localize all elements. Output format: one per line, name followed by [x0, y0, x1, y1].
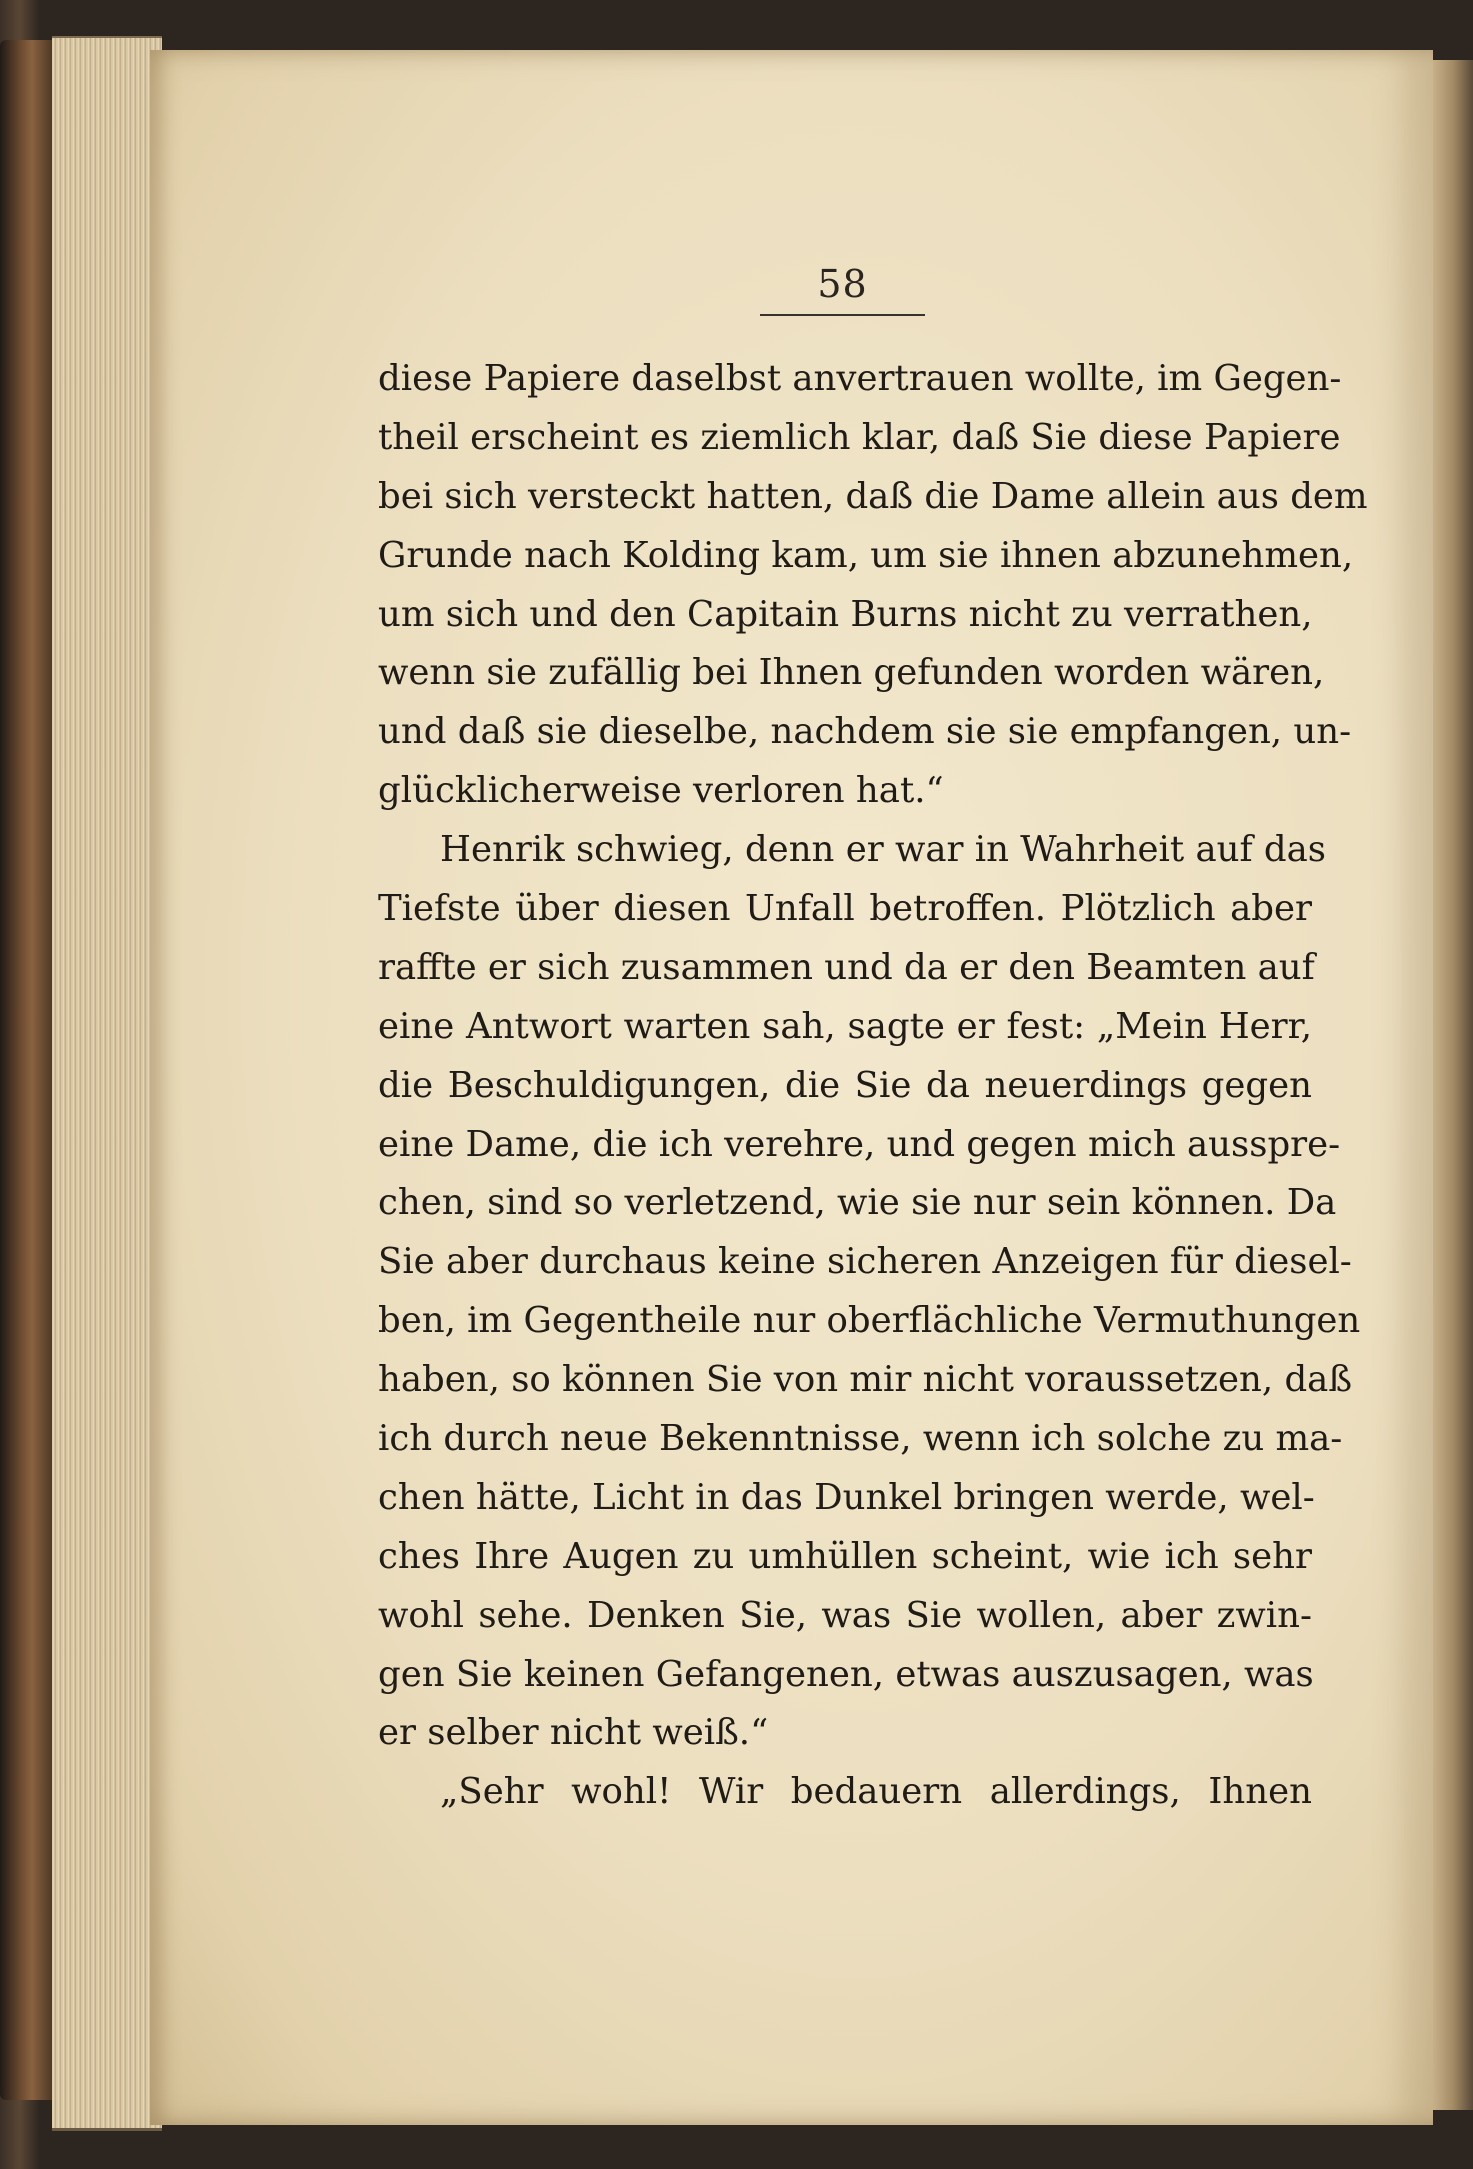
text-line: Henrik schwieg, denn er war in Wahrheit auf das: [440, 829, 1327, 871]
text-line: er selber nicht weiß.“: [378, 1712, 769, 1754]
text-line: theil erscheint es ziemlich klar, daß Sie diese Papiere: [378, 416, 1341, 458]
text-line: raffte er sich zusammen und da er den Beamten auf: [378, 946, 1315, 988]
text-line: „Sehr wohl! Wir bedauern allerdings, Ihnen: [440, 1771, 1312, 1813]
text-line: diese Papiere daselbst anvertrauen wollte, im Gegen-: [378, 358, 1342, 399]
text-line: wenn sie zufällig bei Ihnen gefunden worden wären,: [378, 652, 1325, 694]
page-stack-edge: [52, 36, 162, 2131]
text-line: Sie aber durchaus keine sicheren Anzeigen für diesel-: [378, 1241, 1352, 1283]
text-line: ben, im Gegentheile nur oberflächliche Vermuthungen: [378, 1300, 1361, 1342]
text-line: glücklicherweise verloren hat.“: [378, 770, 944, 812]
text-line: chen hätte, Licht in das Dunkel bringen werde, wel-: [378, 1476, 1315, 1518]
text-line: Grunde nach Kolding kam, um sie ihnen abzunehmen,: [378, 534, 1354, 576]
text-line: eine Dame, die ich verehre, und gegen mich ausspre-: [378, 1123, 1341, 1165]
text-line: ches Ihre Augen zu umhüllen scheint, wie ich sehr: [378, 1535, 1312, 1577]
body-text: [378, 350, 1368, 1822]
page-number: 58: [817, 262, 868, 306]
text-line: gen Sie keinen Gefangenen, etwas auszusagen, was: [378, 1653, 1314, 1695]
text-line: haben, so können Sie von mir nicht voraussetzen, daß: [378, 1359, 1353, 1401]
text-line: die Beschuldigungen, die Sie da neuerdings gegen: [378, 1064, 1312, 1106]
book-cover-edge: [0, 40, 58, 2100]
facing-page-edge: [1433, 60, 1473, 2110]
text-line: wohl sehe. Denken Sie, was Sie wollen, aber zwin-: [378, 1594, 1312, 1636]
text-line: um sich und den Capitain Burns nicht zu verrathen,: [378, 593, 1313, 635]
text-line: und daß sie dieselbe, nachdem sie sie empfangen, un-: [378, 711, 1352, 753]
text-line: bei sich versteckt hatten, daß die Dame allein aus dem: [378, 475, 1368, 517]
text-line: chen, sind so verletzend, wie sie nur sein können. Da: [378, 1182, 1337, 1224]
text-line: eine Antwort warten sah, sagte er fest: „Mein Herr,: [378, 1005, 1312, 1047]
text-line: ich durch neue Bekenntnisse, wenn ich solche zu ma-: [378, 1418, 1343, 1460]
text-line: Tiefste über diesen Unfall betroffen. Plötzlich aber: [378, 888, 1312, 930]
page-number-rule: [760, 314, 925, 316]
